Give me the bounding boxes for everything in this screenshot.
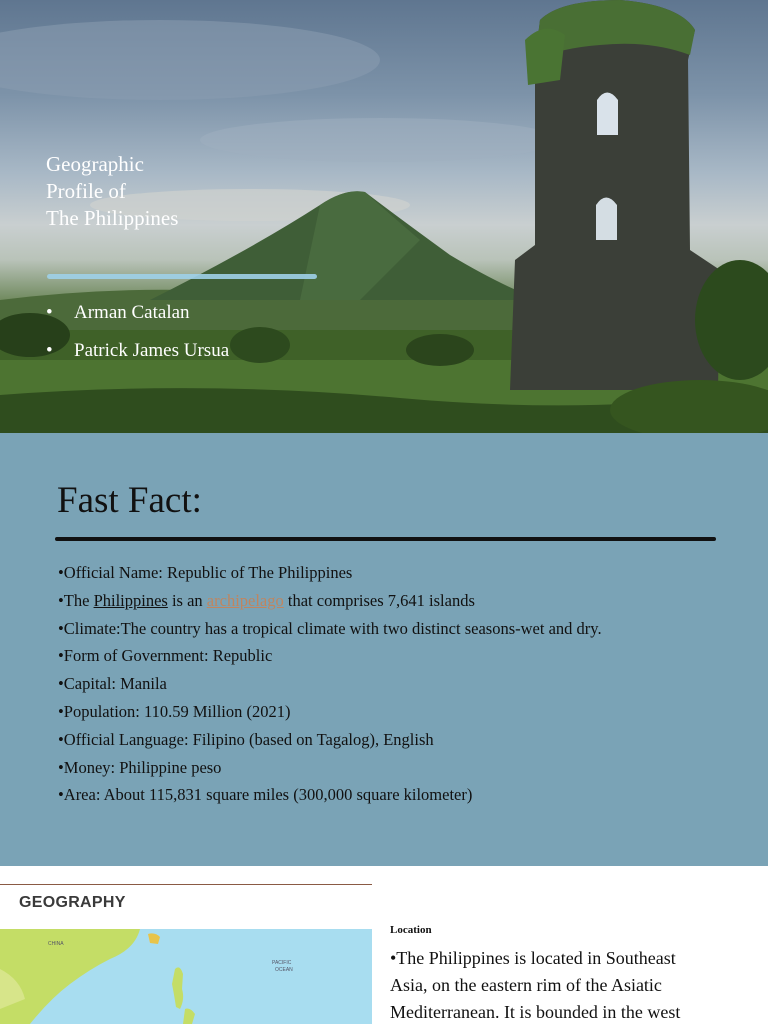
author-item: • Patrick James Ursua bbox=[46, 338, 229, 376]
location-label: Location bbox=[390, 924, 432, 936]
map-label-pacific: PACIFIC bbox=[272, 960, 292, 966]
geography-slide bbox=[0, 866, 768, 1024]
fact-capital: •Capital: Manila bbox=[58, 674, 167, 694]
philippines-map bbox=[0, 929, 372, 1024]
heading-divider bbox=[55, 537, 716, 541]
archipelago-link[interactable]: archipelago bbox=[206, 590, 284, 610]
fact-archipelago bbox=[58, 589, 602, 617]
fact-archipelago-suffix: that comprises 7,641 islands bbox=[283, 590, 475, 610]
philippines-link[interactable]: Philippines bbox=[93, 590, 168, 610]
fact-government: •Form of Government: Republic bbox=[58, 646, 273, 666]
title-underline bbox=[47, 274, 317, 279]
fact-climate: •Climate:The country has a tropical climate with two distinct seasons-wet and dry. bbox=[58, 618, 602, 638]
fact-archipelago-middle: is an bbox=[167, 590, 207, 610]
location-line: Mediterranean. It is bounded in the west bbox=[390, 1002, 681, 1022]
author-item: • Arman Catalan bbox=[46, 300, 229, 338]
title-line-3: The Philippines bbox=[46, 206, 179, 230]
location-description bbox=[390, 945, 750, 1024]
fast-fact-heading: Fast Fact: bbox=[57, 480, 202, 521]
geography-title: GEOGRAPHY bbox=[19, 894, 126, 911]
fact-list bbox=[58, 561, 602, 811]
title-line-1: Geographic bbox=[46, 152, 144, 176]
geography-top-rule bbox=[0, 884, 372, 885]
fact-language: •Official Language: Filipino (based on Tagalog), English bbox=[58, 729, 434, 749]
map-label-ocean: OCEAN bbox=[275, 967, 293, 973]
author-list bbox=[46, 300, 229, 376]
title-slide bbox=[0, 0, 768, 433]
title-line-2: Profile of bbox=[46, 179, 126, 203]
fact-archipelago-prefix: •The bbox=[58, 590, 94, 610]
fact-official-name: •Official Name: Republic of The Philippines bbox=[58, 563, 353, 582]
presentation-title bbox=[46, 151, 286, 232]
map-label-china: CHINA bbox=[48, 941, 64, 947]
location-line: Asia, on the eastern rim of the Asiatic bbox=[390, 975, 662, 995]
fact-population: •Population: 110.59 Million (2021) bbox=[58, 701, 291, 721]
fact-area: •Area: About 115,831 square miles (300,000 square kilometer) bbox=[58, 785, 473, 805]
location-line: •The Philippines is located in Southeast bbox=[390, 948, 676, 968]
fact-money: •Money: Philippine peso bbox=[58, 757, 222, 777]
fast-fact-slide bbox=[0, 433, 768, 866]
